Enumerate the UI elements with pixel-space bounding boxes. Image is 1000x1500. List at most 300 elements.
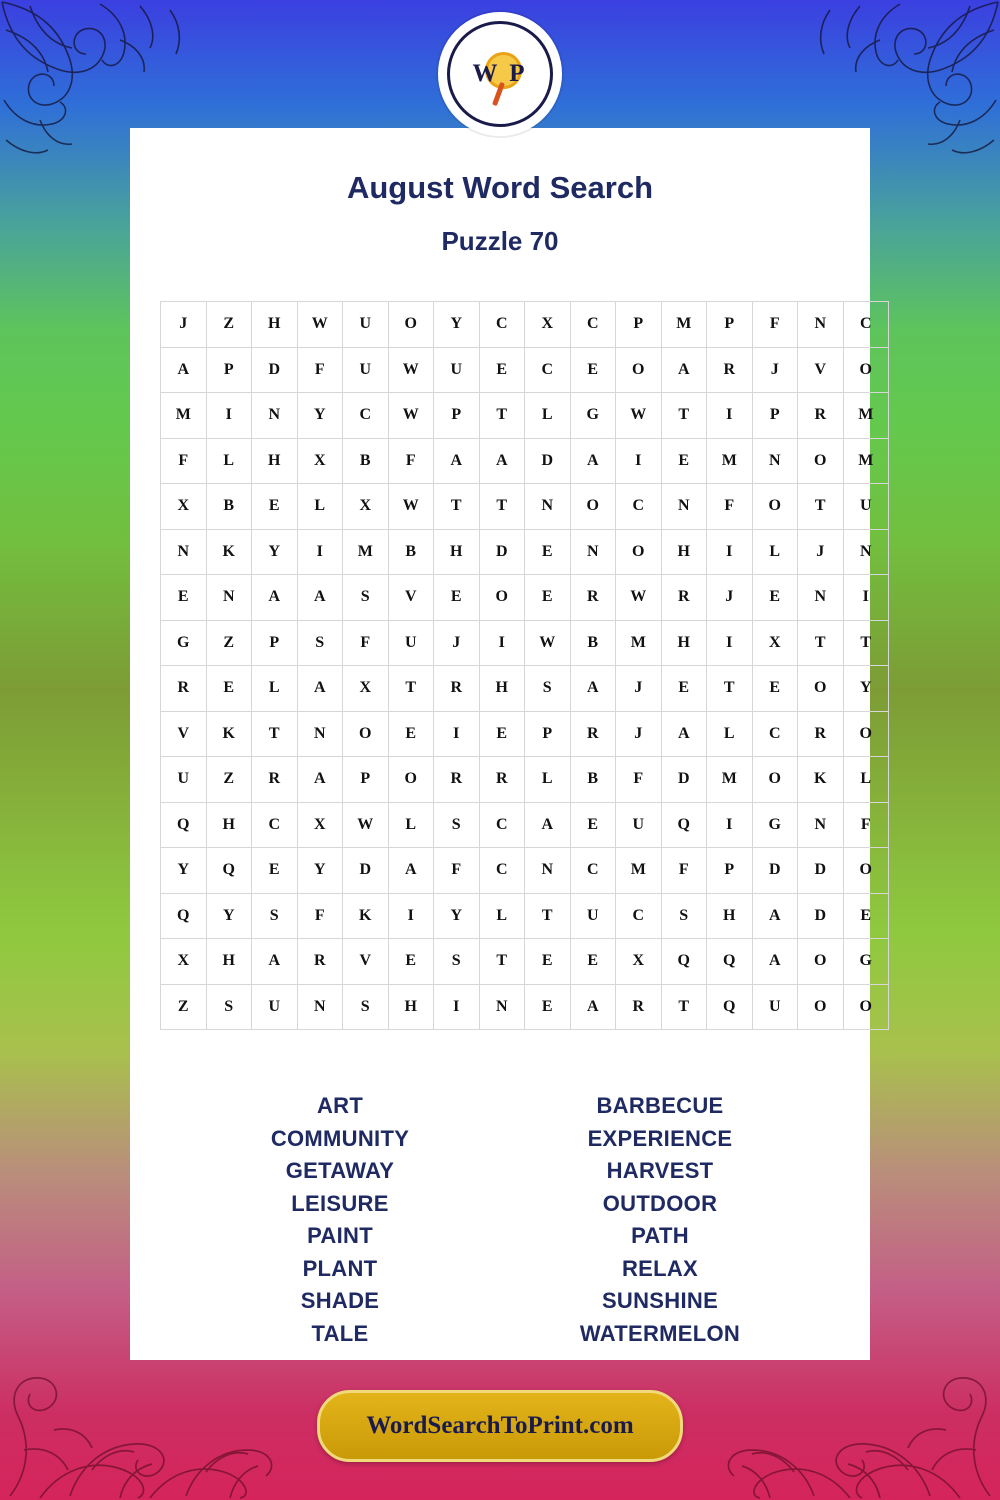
grid-cell[interactable]: S — [206, 984, 252, 1030]
grid-cell[interactable]: O — [388, 757, 434, 803]
grid-cell[interactable]: S — [343, 984, 389, 1030]
grid-cell[interactable]: F — [297, 893, 343, 939]
grid-cell[interactable]: O — [798, 438, 844, 484]
letter-grid[interactable] — [160, 301, 889, 1030]
grid-cell[interactable]: D — [798, 893, 844, 939]
grid-cell[interactable]: T — [661, 393, 707, 439]
grid-cell[interactable]: Q — [661, 802, 707, 848]
grid-cell[interactable]: O — [798, 939, 844, 985]
grid-row — [161, 620, 889, 666]
grid-cell[interactable]: Y — [297, 848, 343, 894]
grid-cell[interactable]: R — [161, 666, 207, 712]
grid-cell[interactable]: L — [479, 893, 525, 939]
grid-cell[interactable]: A — [297, 757, 343, 803]
grid-cell[interactable]: A — [661, 347, 707, 393]
grid-cell[interactable]: T — [479, 393, 525, 439]
logo-letters: W P — [472, 60, 528, 87]
grid-cell[interactable]: O — [479, 575, 525, 621]
grid-cell[interactable]: E — [570, 939, 616, 985]
grid-cell[interactable]: M — [616, 848, 662, 894]
grid-cell[interactable]: P — [343, 757, 389, 803]
grid-cell[interactable]: R — [297, 939, 343, 985]
grid-cell[interactable]: A — [661, 711, 707, 757]
grid-cell[interactable]: Y — [843, 666, 889, 712]
grid-cell[interactable]: A — [434, 438, 480, 484]
grid-cell[interactable]: N — [798, 302, 844, 348]
grid-cell[interactable]: A — [297, 575, 343, 621]
grid-cell[interactable]: O — [798, 666, 844, 712]
grid-cell[interactable]: N — [252, 393, 298, 439]
grid-cell[interactable]: P — [707, 302, 753, 348]
grid-cell[interactable]: R — [616, 984, 662, 1030]
grid-cell[interactable]: D — [752, 848, 798, 894]
grid-row — [161, 529, 889, 575]
grid-cell[interactable]: P — [252, 620, 298, 666]
word-list — [130, 1090, 870, 1350]
grid-cell[interactable]: M — [661, 302, 707, 348]
grid-cell[interactable]: U — [343, 347, 389, 393]
grid-cell[interactable]: U — [343, 302, 389, 348]
logo-circle — [447, 21, 553, 127]
word-list-item: SUNSHINE — [601, 1288, 719, 1313]
grid-cell[interactable]: N — [161, 529, 207, 575]
grid-cell[interactable]: U — [252, 984, 298, 1030]
grid-cell[interactable]: V — [798, 347, 844, 393]
grid-cell[interactable]: E — [525, 575, 571, 621]
grid-cell[interactable]: J — [752, 347, 798, 393]
grid-cell[interactable]: O — [798, 984, 844, 1030]
grid-cell[interactable]: H — [661, 620, 707, 666]
word-list-item: WATERMELON — [579, 1320, 741, 1346]
grid-cell[interactable]: T — [479, 484, 525, 530]
grid-cell[interactable]: L — [252, 666, 298, 712]
grid-cell[interactable]: I — [707, 620, 753, 666]
grid-cell[interactable]: R — [434, 757, 480, 803]
grid-cell[interactable]: C — [843, 302, 889, 348]
grid-cell[interactable]: E — [388, 939, 434, 985]
grid-cell[interactable]: B — [388, 529, 434, 575]
grid-cell[interactable]: E — [752, 575, 798, 621]
grid-cell[interactable]: P — [616, 302, 662, 348]
website-button-label: WordSearchToPrint.com — [366, 1412, 634, 1439]
grid-cell[interactable]: J — [798, 529, 844, 575]
grid-cell[interactable]: O — [388, 302, 434, 348]
grid-cell[interactable]: B — [206, 484, 252, 530]
word-list-item: OUTDOOR — [602, 1190, 718, 1216]
grid-cell[interactable]: H — [206, 939, 252, 985]
grid-row — [161, 848, 889, 894]
word-list-item: RELAX — [621, 1255, 699, 1281]
grid-cell[interactable]: L — [297, 484, 343, 530]
grid-cell[interactable]: T — [798, 484, 844, 530]
grid-cell[interactable]: H — [434, 529, 480, 575]
grid-cell[interactable]: L — [525, 393, 571, 439]
grid-cell[interactable]: D — [252, 347, 298, 393]
grid-cell[interactable]: T — [434, 484, 480, 530]
grid-cell[interactable]: E — [525, 939, 571, 985]
grid-cell[interactable]: I — [388, 893, 434, 939]
grid-cell[interactable]: D — [661, 757, 707, 803]
grid-cell[interactable]: D — [479, 529, 525, 575]
grid-cell[interactable]: Y — [297, 393, 343, 439]
grid-cell[interactable]: M — [616, 620, 662, 666]
grid-cell[interactable]: T — [707, 666, 753, 712]
grid-cell[interactable]: V — [161, 711, 207, 757]
grid-cell[interactable]: H — [388, 984, 434, 1030]
grid-cell[interactable]: C — [752, 711, 798, 757]
grid-cell[interactable]: K — [343, 893, 389, 939]
grid-cell[interactable]: O — [843, 848, 889, 894]
grid-cell[interactable]: K — [206, 529, 252, 575]
grid-cell[interactable]: R — [707, 347, 753, 393]
word-list-item: COMMUNITY — [270, 1125, 410, 1151]
grid-cell[interactable]: F — [843, 802, 889, 848]
grid-cell[interactable]: U — [843, 484, 889, 530]
grid-cell[interactable]: R — [661, 575, 707, 621]
grid-cell[interactable]: E — [661, 666, 707, 712]
grid-cell[interactable]: C — [479, 802, 525, 848]
grid-cell[interactable]: U — [616, 802, 662, 848]
grid-cell[interactable]: I — [297, 529, 343, 575]
grid-cell[interactable]: Y — [206, 893, 252, 939]
grid-cell[interactable]: G — [843, 939, 889, 985]
grid-cell[interactable]: W — [343, 802, 389, 848]
grid-cell[interactable]: N — [752, 438, 798, 484]
grid-cell[interactable]: C — [479, 302, 525, 348]
grid-cell[interactable]: J — [707, 575, 753, 621]
grid-cell[interactable]: Z — [161, 984, 207, 1030]
word-list-column-left — [180, 1090, 500, 1350]
word-list-item: PATH — [631, 1223, 689, 1248]
grid-cell[interactable]: E — [661, 438, 707, 484]
grid-cell[interactable]: T — [661, 984, 707, 1030]
grid-cell[interactable]: A — [752, 893, 798, 939]
grid-cell[interactable]: O — [843, 984, 889, 1030]
grid-cell[interactable]: X — [297, 802, 343, 848]
grid-cell[interactable]: E — [752, 666, 798, 712]
grid-cell[interactable]: U — [161, 757, 207, 803]
grid-cell[interactable]: L — [525, 757, 571, 803]
grid-cell[interactable]: O — [343, 711, 389, 757]
grid-cell[interactable]: A — [252, 575, 298, 621]
grid-cell[interactable]: S — [661, 893, 707, 939]
grid-cell[interactable]: U — [434, 347, 480, 393]
word-list-item: ART — [316, 1093, 364, 1118]
grid-row — [161, 438, 889, 484]
grid-cell[interactable]: N — [798, 575, 844, 621]
grid-cell[interactable]: X — [525, 302, 571, 348]
grid-cell[interactable]: B — [570, 620, 616, 666]
grid-cell[interactable]: Q — [707, 939, 753, 985]
grid-row — [161, 484, 889, 530]
grid-cell[interactable]: H — [479, 666, 525, 712]
grid-cell[interactable]: K — [798, 757, 844, 803]
grid-cell[interactable]: C — [343, 393, 389, 439]
grid-cell[interactable]: G — [752, 802, 798, 848]
grid-cell[interactable]: Q — [161, 893, 207, 939]
grid-cell[interactable]: C — [479, 848, 525, 894]
grid-cell[interactable]: G — [570, 393, 616, 439]
grid-cell[interactable]: I — [707, 529, 753, 575]
grid-cell[interactable]: Q — [707, 984, 753, 1030]
grid-cell[interactable]: E — [843, 893, 889, 939]
grid-cell[interactable]: D — [343, 848, 389, 894]
grid-cell[interactable]: U — [570, 893, 616, 939]
grid-cell[interactable]: F — [661, 848, 707, 894]
grid-cell[interactable]: E — [161, 575, 207, 621]
grid-cell[interactable]: T — [843, 620, 889, 666]
grid-cell[interactable]: N — [297, 711, 343, 757]
grid-cell[interactable]: O — [843, 347, 889, 393]
grid-cell[interactable]: C — [252, 802, 298, 848]
grid-cell[interactable]: O — [843, 711, 889, 757]
grid-cell[interactable]: B — [570, 757, 616, 803]
grid-cell[interactable]: L — [752, 529, 798, 575]
word-list-item: PLANT — [302, 1255, 378, 1281]
grid-cell[interactable]: X — [161, 484, 207, 530]
grid-cell[interactable]: T — [252, 711, 298, 757]
grid-cell[interactable]: R — [570, 711, 616, 757]
word-list-item: EXPERIENCE — [587, 1125, 733, 1151]
grid-cell[interactable]: N — [798, 802, 844, 848]
grid-cell[interactable]: N — [570, 529, 616, 575]
grid-cell[interactable]: M — [707, 438, 753, 484]
grid-cell[interactable]: C — [525, 347, 571, 393]
grid-cell[interactable]: Y — [252, 529, 298, 575]
grid-cell[interactable]: F — [343, 620, 389, 666]
grid-row — [161, 802, 889, 848]
grid-cell[interactable]: E — [252, 848, 298, 894]
grid-cell[interactable]: C — [616, 893, 662, 939]
grid-cell[interactable]: I — [843, 575, 889, 621]
grid-cell[interactable]: Z — [206, 757, 252, 803]
grid-cell[interactable]: I — [707, 802, 753, 848]
grid-cell[interactable]: A — [297, 666, 343, 712]
grid-cell[interactable]: V — [388, 575, 434, 621]
grid-cell[interactable]: S — [297, 620, 343, 666]
grid-cell[interactable]: V — [343, 939, 389, 985]
grid-cell[interactable]: A — [570, 666, 616, 712]
puzzle-number: Puzzle 70 — [441, 226, 559, 256]
grid-cell[interactable]: E — [252, 484, 298, 530]
grid-cell[interactable]: A — [388, 848, 434, 894]
grid-cell[interactable]: N — [479, 984, 525, 1030]
grid-cell[interactable]: A — [161, 347, 207, 393]
grid-cell[interactable]: E — [479, 347, 525, 393]
grid-cell[interactable]: P — [752, 393, 798, 439]
grid-cell[interactable]: M — [707, 757, 753, 803]
grid-cell[interactable]: T — [388, 666, 434, 712]
grid-cell[interactable]: N — [843, 529, 889, 575]
grid-cell[interactable]: E — [206, 666, 252, 712]
word-list-item: LEISURE — [291, 1190, 389, 1216]
grid-cell[interactable]: S — [525, 666, 571, 712]
grid-row — [161, 347, 889, 393]
grid-cell[interactable]: I — [707, 393, 753, 439]
grid-cell[interactable]: P — [206, 347, 252, 393]
grid-row — [161, 757, 889, 803]
grid-cell[interactable]: R — [252, 757, 298, 803]
word-list-item: BARBECUE — [596, 1093, 724, 1118]
site-logo — [438, 12, 562, 136]
grid-cell[interactable]: M — [161, 393, 207, 439]
word-list-column-right — [500, 1090, 820, 1350]
grid-cell[interactable]: C — [570, 848, 616, 894]
grid-cell[interactable]: T — [798, 620, 844, 666]
grid-cell[interactable]: N — [525, 484, 571, 530]
grid-cell[interactable]: L — [206, 438, 252, 484]
word-list-item: TALE — [311, 1320, 369, 1346]
grid-cell[interactable]: H — [252, 438, 298, 484]
grid-cell[interactable]: O — [570, 484, 616, 530]
grid-cell[interactable]: M — [843, 393, 889, 439]
grid-cell[interactable]: N — [661, 484, 707, 530]
grid-cell[interactable]: F — [388, 438, 434, 484]
grid-cell[interactable]: E — [479, 711, 525, 757]
grid-cell[interactable]: E — [525, 529, 571, 575]
grid-cell[interactable]: I — [206, 393, 252, 439]
grid-cell[interactable]: R — [798, 711, 844, 757]
grid-cell[interactable]: X — [161, 939, 207, 985]
grid-row — [161, 575, 889, 621]
grid-cell[interactable]: Y — [434, 302, 480, 348]
grid-cell[interactable]: Z — [206, 302, 252, 348]
grid-cell[interactable]: O — [616, 529, 662, 575]
grid-row — [161, 893, 889, 939]
grid-cell[interactable]: A — [570, 984, 616, 1030]
grid-cell[interactable]: J — [434, 620, 480, 666]
grid-cell[interactable]: B — [343, 438, 389, 484]
grid-cell[interactable]: G — [161, 620, 207, 666]
grid-cell[interactable]: F — [297, 347, 343, 393]
grid-cell[interactable]: C — [570, 302, 616, 348]
grid-cell[interactable]: H — [206, 802, 252, 848]
grid-row — [161, 666, 889, 712]
grid-cell[interactable]: I — [434, 984, 480, 1030]
grid-cell[interactable]: W — [525, 620, 571, 666]
grid-cell[interactable]: Q — [161, 802, 207, 848]
grid-cell[interactable]: L — [843, 757, 889, 803]
grid-cell[interactable]: P — [525, 711, 571, 757]
grid-cell[interactable]: M — [343, 529, 389, 575]
grid-cell[interactable]: F — [434, 848, 480, 894]
grid-cell[interactable]: E — [570, 347, 616, 393]
grid-cell[interactable]: W — [388, 393, 434, 439]
grid-cell[interactable]: E — [434, 575, 480, 621]
word-list-item: GETAWAY — [285, 1158, 395, 1183]
grid-cell[interactable]: S — [434, 802, 480, 848]
grid-cell[interactable]: W — [616, 575, 662, 621]
grid-cell[interactable]: A — [252, 939, 298, 985]
grid-cell[interactable]: M — [843, 438, 889, 484]
grid-cell[interactable]: S — [434, 939, 480, 985]
grid-cell[interactable]: P — [707, 848, 753, 894]
grid-cell[interactable]: D — [798, 848, 844, 894]
grid-cell[interactable]: U — [388, 620, 434, 666]
grid-cell[interactable]: F — [707, 484, 753, 530]
grid-cell[interactable]: J — [616, 711, 662, 757]
grid-cell[interactable]: X — [616, 939, 662, 985]
grid-cell[interactable]: O — [752, 757, 798, 803]
grid-cell[interactable]: N — [525, 848, 571, 894]
grid-cell[interactable]: R — [798, 393, 844, 439]
grid-cell[interactable]: J — [616, 666, 662, 712]
grid-cell[interactable]: K — [206, 711, 252, 757]
grid-cell[interactable]: F — [616, 757, 662, 803]
grid-cell[interactable]: X — [752, 620, 798, 666]
grid-row — [161, 711, 889, 757]
grid-cell[interactable]: I — [479, 620, 525, 666]
grid-cell[interactable]: T — [479, 939, 525, 985]
grid-cell[interactable]: W — [388, 347, 434, 393]
grid-cell[interactable]: R — [434, 666, 480, 712]
grid-cell[interactable]: O — [752, 484, 798, 530]
grid-cell[interactable]: E — [525, 984, 571, 1030]
grid-cell[interactable]: E — [570, 802, 616, 848]
grid-cell[interactable]: N — [297, 984, 343, 1030]
grid-cell[interactable]: Z — [206, 620, 252, 666]
grid-cell[interactable]: R — [570, 575, 616, 621]
grid-cell[interactable]: C — [616, 484, 662, 530]
grid-cell[interactable]: X — [297, 438, 343, 484]
grid-cell[interactable]: A — [752, 939, 798, 985]
grid-cell[interactable]: L — [388, 802, 434, 848]
grid-cell[interactable]: S — [343, 575, 389, 621]
grid-cell[interactable]: W — [616, 393, 662, 439]
grid-row — [161, 393, 889, 439]
website-button[interactable] — [317, 1390, 683, 1462]
grid-cell[interactable]: A — [525, 802, 571, 848]
puzzle-sheet — [130, 128, 874, 1360]
grid-cell[interactable]: F — [752, 302, 798, 348]
grid-cell[interactable]: Q — [661, 939, 707, 985]
word-list-item: PAINT — [307, 1223, 373, 1248]
grid-cell[interactable]: H — [252, 302, 298, 348]
grid-row — [161, 939, 889, 985]
grid-cell[interactable]: U — [752, 984, 798, 1030]
grid-cell[interactable]: F — [161, 438, 207, 484]
grid-cell[interactable]: A — [479, 438, 525, 484]
grid-cell[interactable]: P — [434, 393, 480, 439]
grid-cell[interactable]: W — [297, 302, 343, 348]
page-title: August Word Search — [346, 170, 654, 205]
grid-row — [161, 984, 889, 1030]
grid-cell[interactable]: L — [707, 711, 753, 757]
grid-cell[interactable]: H — [707, 893, 753, 939]
grid-cell[interactable]: S — [252, 893, 298, 939]
word-list-item: HARVEST — [606, 1158, 714, 1183]
grid-cell[interactable]: R — [479, 757, 525, 803]
grid-cell[interactable]: W — [388, 484, 434, 530]
grid-cell[interactable]: Q — [206, 848, 252, 894]
grid-cell[interactable]: Y — [434, 893, 480, 939]
grid-cell[interactable]: O — [616, 347, 662, 393]
grid-cell[interactable]: D — [525, 438, 571, 484]
grid-cell[interactable]: N — [206, 575, 252, 621]
grid-cell[interactable]: T — [525, 893, 571, 939]
grid-cell[interactable]: X — [343, 666, 389, 712]
grid-cell[interactable]: X — [343, 484, 389, 530]
grid-cell[interactable]: Y — [161, 848, 207, 894]
word-list-item: SHADE — [300, 1288, 380, 1313]
grid-cell[interactable]: I — [434, 711, 480, 757]
grid-cell[interactable]: I — [616, 438, 662, 484]
grid-cell[interactable]: H — [661, 529, 707, 575]
grid-cell[interactable]: E — [388, 711, 434, 757]
letter-grid-container — [160, 301, 874, 1030]
grid-cell[interactable]: A — [570, 438, 616, 484]
grid-cell[interactable]: J — [161, 302, 207, 348]
